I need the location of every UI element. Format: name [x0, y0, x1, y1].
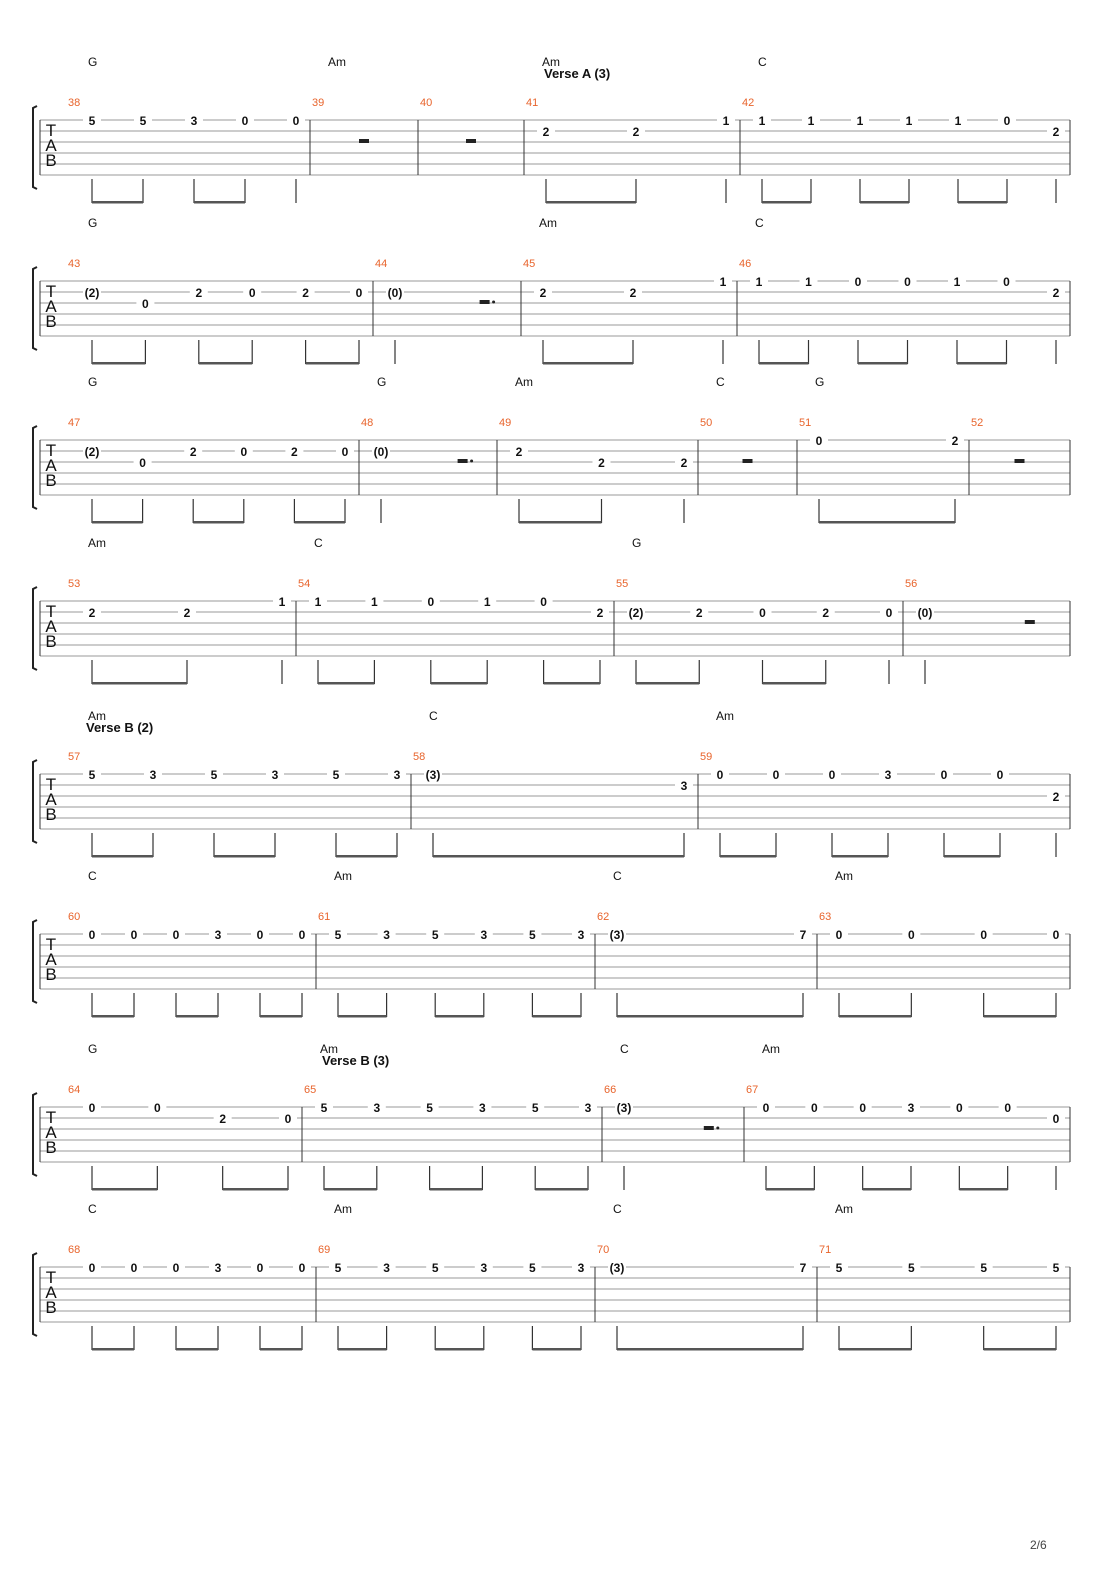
- measure-number: 48: [361, 417, 374, 429]
- fret-number: 2: [189, 445, 197, 459]
- measure-number: 57: [68, 751, 81, 763]
- fret-number: 1: [719, 275, 727, 289]
- beam: [223, 1188, 288, 1191]
- beam: [535, 1188, 588, 1191]
- tab-clef-letter: B: [45, 471, 57, 490]
- fret-number: 5: [1052, 1261, 1060, 1275]
- fret-number: 0: [130, 928, 138, 942]
- fret-number: 0: [240, 445, 248, 459]
- tab-clef-letter: B: [45, 1138, 57, 1157]
- rest-dot: [716, 1127, 719, 1130]
- beam: [92, 1188, 157, 1191]
- fret-number: 1: [953, 275, 961, 289]
- measure-number: 69: [318, 1244, 331, 1256]
- fret-number: (3): [609, 1261, 625, 1275]
- tab-clef-letter: T: [45, 1268, 57, 1287]
- fret-number: 3: [214, 1261, 222, 1275]
- beam: [176, 1015, 218, 1018]
- fret-number: 1: [371, 595, 378, 609]
- fret-number: 0: [88, 928, 96, 942]
- fret-number: (0): [373, 445, 389, 459]
- fret-number: 5: [531, 1101, 539, 1115]
- fret-number: 3: [190, 114, 198, 128]
- beam: [532, 1348, 581, 1351]
- beam: [92, 682, 187, 685]
- fret-number: (3): [609, 928, 625, 942]
- chord-label: C: [620, 1042, 629, 1056]
- tab-clef-letter: B: [45, 312, 57, 331]
- tab-clef-letter: B: [45, 151, 57, 170]
- tab-clef-letter: B: [45, 965, 57, 984]
- fret-number: 0: [172, 1261, 180, 1275]
- chord-label: G: [377, 375, 387, 389]
- measure-number: 54: [298, 578, 311, 590]
- beam: [984, 1348, 1056, 1351]
- system-bracket: [33, 920, 37, 1003]
- chord-label: C: [758, 55, 767, 69]
- rest-dot: [470, 460, 473, 463]
- fret-number: 0: [153, 1101, 161, 1115]
- fret-number: 3: [480, 1261, 488, 1275]
- measure-number: 40: [420, 97, 433, 109]
- beam: [435, 1015, 484, 1018]
- fret-number: 5: [334, 1261, 342, 1275]
- chord-label: Am: [716, 709, 734, 723]
- measure-number: 66: [604, 1084, 617, 1096]
- tab-clef-letter: A: [45, 617, 57, 636]
- measure-number: 63: [819, 911, 832, 923]
- beam: [338, 1015, 387, 1018]
- chord-label: Am: [835, 1202, 853, 1216]
- beam: [766, 1188, 814, 1191]
- beam: [92, 855, 153, 858]
- fret-number: 3: [373, 1101, 381, 1115]
- chord-label: G: [88, 216, 98, 230]
- measure-number: 58: [413, 751, 426, 763]
- fret-number: 5: [332, 768, 340, 782]
- system-bracket: [33, 587, 37, 670]
- chord-label: C: [88, 1202, 97, 1216]
- fret-number: 0: [772, 768, 780, 782]
- measure-number: 70: [597, 1244, 610, 1256]
- fret-number: 0: [540, 595, 547, 609]
- fret-number: (3): [616, 1101, 632, 1115]
- beam: [193, 521, 244, 524]
- fret-number: 3: [383, 928, 390, 942]
- fret-number: 3: [680, 779, 688, 793]
- fret-number: 0: [762, 1101, 770, 1115]
- fret-number: 2: [291, 445, 298, 459]
- chord-label: C: [314, 536, 323, 550]
- beam: [617, 1348, 803, 1351]
- fret-number: 0: [248, 286, 256, 300]
- fret-number: 5: [529, 1261, 536, 1275]
- beam: [92, 201, 143, 204]
- section-marker: Verse B (3): [322, 1053, 390, 1068]
- fret-number: 2: [302, 286, 309, 300]
- beam: [543, 362, 633, 365]
- tab-clef-letter: T: [45, 935, 57, 954]
- fret-number: 0: [815, 434, 823, 448]
- beam: [636, 682, 699, 685]
- measure-number: 64: [68, 1084, 81, 1096]
- beam: [176, 1348, 218, 1351]
- half-rest: [359, 139, 369, 143]
- beam: [720, 855, 776, 858]
- fret-number: 0: [996, 768, 1004, 782]
- fret-number: 2: [219, 1112, 227, 1126]
- fret-number: 0: [716, 768, 724, 782]
- beam: [336, 855, 397, 858]
- chord-label: G: [815, 375, 825, 389]
- fret-number: 0: [130, 1261, 138, 1275]
- fret-number: 0: [955, 1101, 963, 1115]
- measure-number: 51: [799, 417, 812, 429]
- fret-number: 0: [1004, 1101, 1012, 1115]
- fret-number: 2: [632, 125, 640, 139]
- tab-clef-letter: B: [45, 805, 57, 824]
- fret-number: 3: [149, 768, 157, 782]
- fret-number: 5: [210, 768, 218, 782]
- fret-number: 1: [755, 275, 763, 289]
- beam: [763, 682, 826, 685]
- half-rest: [743, 459, 753, 463]
- tab-clef-letter: T: [45, 121, 57, 140]
- fret-number: 2: [680, 456, 688, 470]
- chord-label: G: [88, 1042, 98, 1056]
- fret-number: 1: [314, 595, 322, 609]
- fret-number: 5: [907, 1261, 915, 1275]
- tab-clef-letter: A: [45, 297, 57, 316]
- beam: [863, 1188, 911, 1191]
- measure-number: 53: [68, 578, 81, 590]
- chord-label: C: [88, 869, 97, 883]
- fret-number: 2: [822, 606, 830, 620]
- fret-number: 0: [859, 1101, 867, 1115]
- fret-number: 3: [383, 1261, 390, 1275]
- fret-number: 5: [88, 114, 96, 128]
- chord-label: Am: [88, 709, 106, 723]
- fret-number: 0: [88, 1261, 96, 1275]
- tab-clef-letter: A: [45, 950, 57, 969]
- measure-number: 39: [312, 97, 325, 109]
- tab-clef-letter: T: [45, 602, 57, 621]
- measure-number: 45: [523, 258, 536, 270]
- beam: [762, 201, 811, 204]
- fret-number: 0: [241, 114, 249, 128]
- fret-number: 3: [271, 768, 279, 782]
- fret-number: 1: [905, 114, 913, 128]
- fret-number: 0: [427, 595, 435, 609]
- fret-number: 2: [1052, 286, 1060, 300]
- fret-number: 2: [951, 434, 959, 448]
- fret-number: 3: [907, 1101, 915, 1115]
- tab-clef-letter: T: [45, 282, 57, 301]
- fret-number: 0: [139, 456, 146, 470]
- beam: [519, 521, 602, 524]
- fret-number: 0: [1052, 1112, 1060, 1126]
- fret-number: 5: [835, 1261, 843, 1275]
- measure-number: 65: [304, 1084, 317, 1096]
- beam: [957, 362, 1007, 365]
- chord-label: C: [716, 375, 725, 389]
- half-rest: [1025, 620, 1035, 624]
- fret-number: 1: [758, 114, 766, 128]
- fret-number: 5: [139, 114, 147, 128]
- beam: [839, 1348, 911, 1351]
- measure-number: 62: [597, 911, 610, 923]
- beam: [324, 1188, 377, 1191]
- fret-number: 0: [256, 928, 264, 942]
- tab-clef-letter: A: [45, 456, 57, 475]
- tab-clef-letter: B: [45, 1298, 57, 1317]
- measure-number: 56: [905, 578, 918, 590]
- system-bracket: [33, 1253, 37, 1336]
- fret-number: 1: [722, 114, 730, 128]
- beam: [306, 362, 359, 365]
- rest-dot: [492, 301, 495, 304]
- fret-number: 0: [1052, 928, 1060, 942]
- fret-number: 0: [854, 275, 862, 289]
- chord-label: Am: [835, 869, 853, 883]
- measure-number: 43: [68, 258, 81, 270]
- beam: [338, 1348, 387, 1351]
- chord-label: Am: [539, 216, 557, 230]
- chord-label: C: [613, 869, 622, 883]
- beam: [294, 521, 345, 524]
- chord-label: Am: [328, 55, 346, 69]
- chord-label: Am: [762, 1042, 780, 1056]
- beam: [194, 201, 245, 204]
- beam: [858, 362, 908, 365]
- measure-number: 59: [700, 751, 713, 763]
- chord-label: G: [632, 536, 642, 550]
- tab-clef-letter: A: [45, 790, 57, 809]
- fret-number: 2: [598, 456, 605, 470]
- tab-clef-letter: T: [45, 775, 57, 794]
- beam: [214, 855, 275, 858]
- fret-number: (0): [917, 606, 933, 620]
- fret-number: (0): [387, 286, 403, 300]
- fret-number: 2: [195, 286, 203, 300]
- measure-number: 41: [526, 97, 539, 109]
- fret-number: 2: [542, 125, 550, 139]
- beam: [92, 521, 143, 524]
- measure-number: 67: [746, 1084, 759, 1096]
- page-number: 2/6: [1030, 1538, 1047, 1552]
- fret-number: 7: [799, 1261, 807, 1275]
- beam: [944, 855, 1000, 858]
- beam: [759, 362, 809, 365]
- chord-label: C: [429, 709, 438, 723]
- fret-number: 2: [539, 286, 547, 300]
- fret-number: 0: [292, 114, 300, 128]
- fret-number: 3: [479, 1101, 486, 1115]
- chord-label: C: [755, 216, 764, 230]
- fret-number: 0: [355, 286, 363, 300]
- beam: [318, 682, 374, 685]
- chord-label: Am: [334, 1202, 352, 1216]
- fret-number: 0: [907, 928, 915, 942]
- half-rest: [1015, 459, 1025, 463]
- system-bracket: [33, 426, 37, 509]
- fret-number: 5: [980, 1261, 988, 1275]
- fret-number: 5: [431, 1261, 439, 1275]
- fret-number: 5: [320, 1101, 328, 1115]
- fret-number: 0: [828, 768, 836, 782]
- tab-clef-letter: B: [45, 632, 57, 651]
- fret-number: 0: [810, 1101, 818, 1115]
- beam: [546, 201, 636, 204]
- beam: [617, 1015, 803, 1018]
- half-rest: [466, 139, 476, 143]
- fret-number: 2: [629, 286, 637, 300]
- half-rest: [480, 300, 490, 304]
- chord-label: Am: [88, 536, 106, 550]
- measure-number: 46: [739, 258, 752, 270]
- fret-number: 0: [172, 928, 180, 942]
- beam: [544, 682, 600, 685]
- beam: [92, 362, 145, 365]
- beam: [819, 521, 955, 524]
- beam: [431, 682, 487, 685]
- beam: [532, 1015, 581, 1018]
- chord-label: C: [613, 1202, 622, 1216]
- fret-number: 5: [334, 928, 342, 942]
- beam: [260, 1015, 302, 1018]
- beam: [260, 1348, 302, 1351]
- fret-number: 3: [214, 928, 222, 942]
- fret-number: (2): [628, 606, 644, 620]
- fret-number: (2): [84, 445, 100, 459]
- measure-number: 50: [700, 417, 713, 429]
- fret-number: 1: [805, 275, 812, 289]
- fret-number: 3: [480, 928, 488, 942]
- fret-number: 2: [1052, 790, 1060, 804]
- fret-number: 3: [584, 1101, 592, 1115]
- beam: [959, 1188, 1007, 1191]
- section-marker: Verse B (2): [86, 720, 154, 735]
- measure-number: 47: [68, 417, 81, 429]
- measure-number: 68: [68, 1244, 81, 1256]
- fret-number: (3): [425, 768, 441, 782]
- fret-number: 1: [278, 595, 286, 609]
- chord-label: G: [88, 375, 98, 389]
- fret-number: 0: [940, 768, 948, 782]
- fret-number: 1: [954, 114, 962, 128]
- beam: [199, 362, 252, 365]
- fret-number: 0: [904, 275, 911, 289]
- fret-number: (2): [84, 286, 100, 300]
- fret-number: 5: [529, 928, 536, 942]
- beam: [984, 1015, 1056, 1018]
- fret-number: 2: [695, 606, 703, 620]
- half-rest: [458, 459, 468, 463]
- fret-number: 5: [426, 1101, 433, 1115]
- beam: [435, 1348, 484, 1351]
- fret-number: 0: [142, 297, 149, 311]
- fret-number: 2: [1052, 125, 1060, 139]
- chord-label: Am: [515, 375, 533, 389]
- fret-number: 1: [483, 595, 491, 609]
- measure-number: 52: [971, 417, 984, 429]
- beam: [92, 1015, 134, 1018]
- fret-number: 0: [88, 1101, 96, 1115]
- fret-number: 0: [256, 1261, 264, 1275]
- section-marker: Verse A (3): [544, 66, 611, 81]
- fret-number: 3: [577, 928, 585, 942]
- fret-number: 1: [856, 114, 864, 128]
- tab-clef-letter: A: [45, 1283, 57, 1302]
- fret-number: 2: [183, 606, 191, 620]
- beam: [433, 855, 684, 858]
- system-bracket: [33, 106, 37, 189]
- chord-label: Am: [320, 1042, 338, 1056]
- fret-number: 3: [884, 768, 892, 782]
- beam: [92, 1348, 134, 1351]
- system-bracket: [33, 267, 37, 350]
- fret-number: 2: [88, 606, 96, 620]
- fret-number: 0: [341, 445, 349, 459]
- beam: [430, 1188, 483, 1191]
- fret-number: 2: [596, 606, 604, 620]
- fret-number: 3: [393, 768, 401, 782]
- fret-number: 0: [885, 606, 893, 620]
- beam: [839, 1015, 911, 1018]
- system-bracket: [33, 760, 37, 843]
- fret-number: 5: [88, 768, 96, 782]
- tab-clef-letter: A: [45, 136, 57, 155]
- measure-number: 38: [68, 97, 81, 109]
- measure-number: 49: [499, 417, 512, 429]
- fret-number: 0: [298, 928, 306, 942]
- fret-number: 0: [980, 928, 988, 942]
- measure-number: 61: [318, 911, 331, 923]
- fret-number: 0: [759, 606, 766, 620]
- beam: [958, 201, 1007, 204]
- fret-number: 0: [284, 1112, 292, 1126]
- fret-number: 0: [298, 1261, 306, 1275]
- tab-clef-letter: T: [45, 441, 57, 460]
- fret-number: 0: [1003, 114, 1011, 128]
- measure-number: 44: [375, 258, 388, 270]
- fret-number: 1: [807, 114, 815, 128]
- fret-number: 7: [799, 928, 807, 942]
- fret-number: 0: [835, 928, 843, 942]
- tab-clef-letter: T: [45, 1108, 57, 1127]
- beam: [832, 855, 888, 858]
- fret-number: 2: [515, 445, 523, 459]
- system-bracket: [33, 1093, 37, 1176]
- beam: [860, 201, 909, 204]
- measure-number: 71: [819, 1244, 832, 1256]
- chord-label: Am: [542, 55, 560, 69]
- measure-number: 55: [616, 578, 629, 590]
- measure-number: 42: [742, 97, 755, 109]
- tab-clef-letter: A: [45, 1123, 57, 1142]
- measure-number: 60: [68, 911, 81, 923]
- fret-number: 3: [577, 1261, 585, 1275]
- half-rest: [704, 1126, 714, 1130]
- fret-number: 0: [1003, 275, 1010, 289]
- fret-number: 5: [431, 928, 439, 942]
- chord-label: G: [88, 55, 98, 69]
- chord-label: Am: [334, 869, 352, 883]
